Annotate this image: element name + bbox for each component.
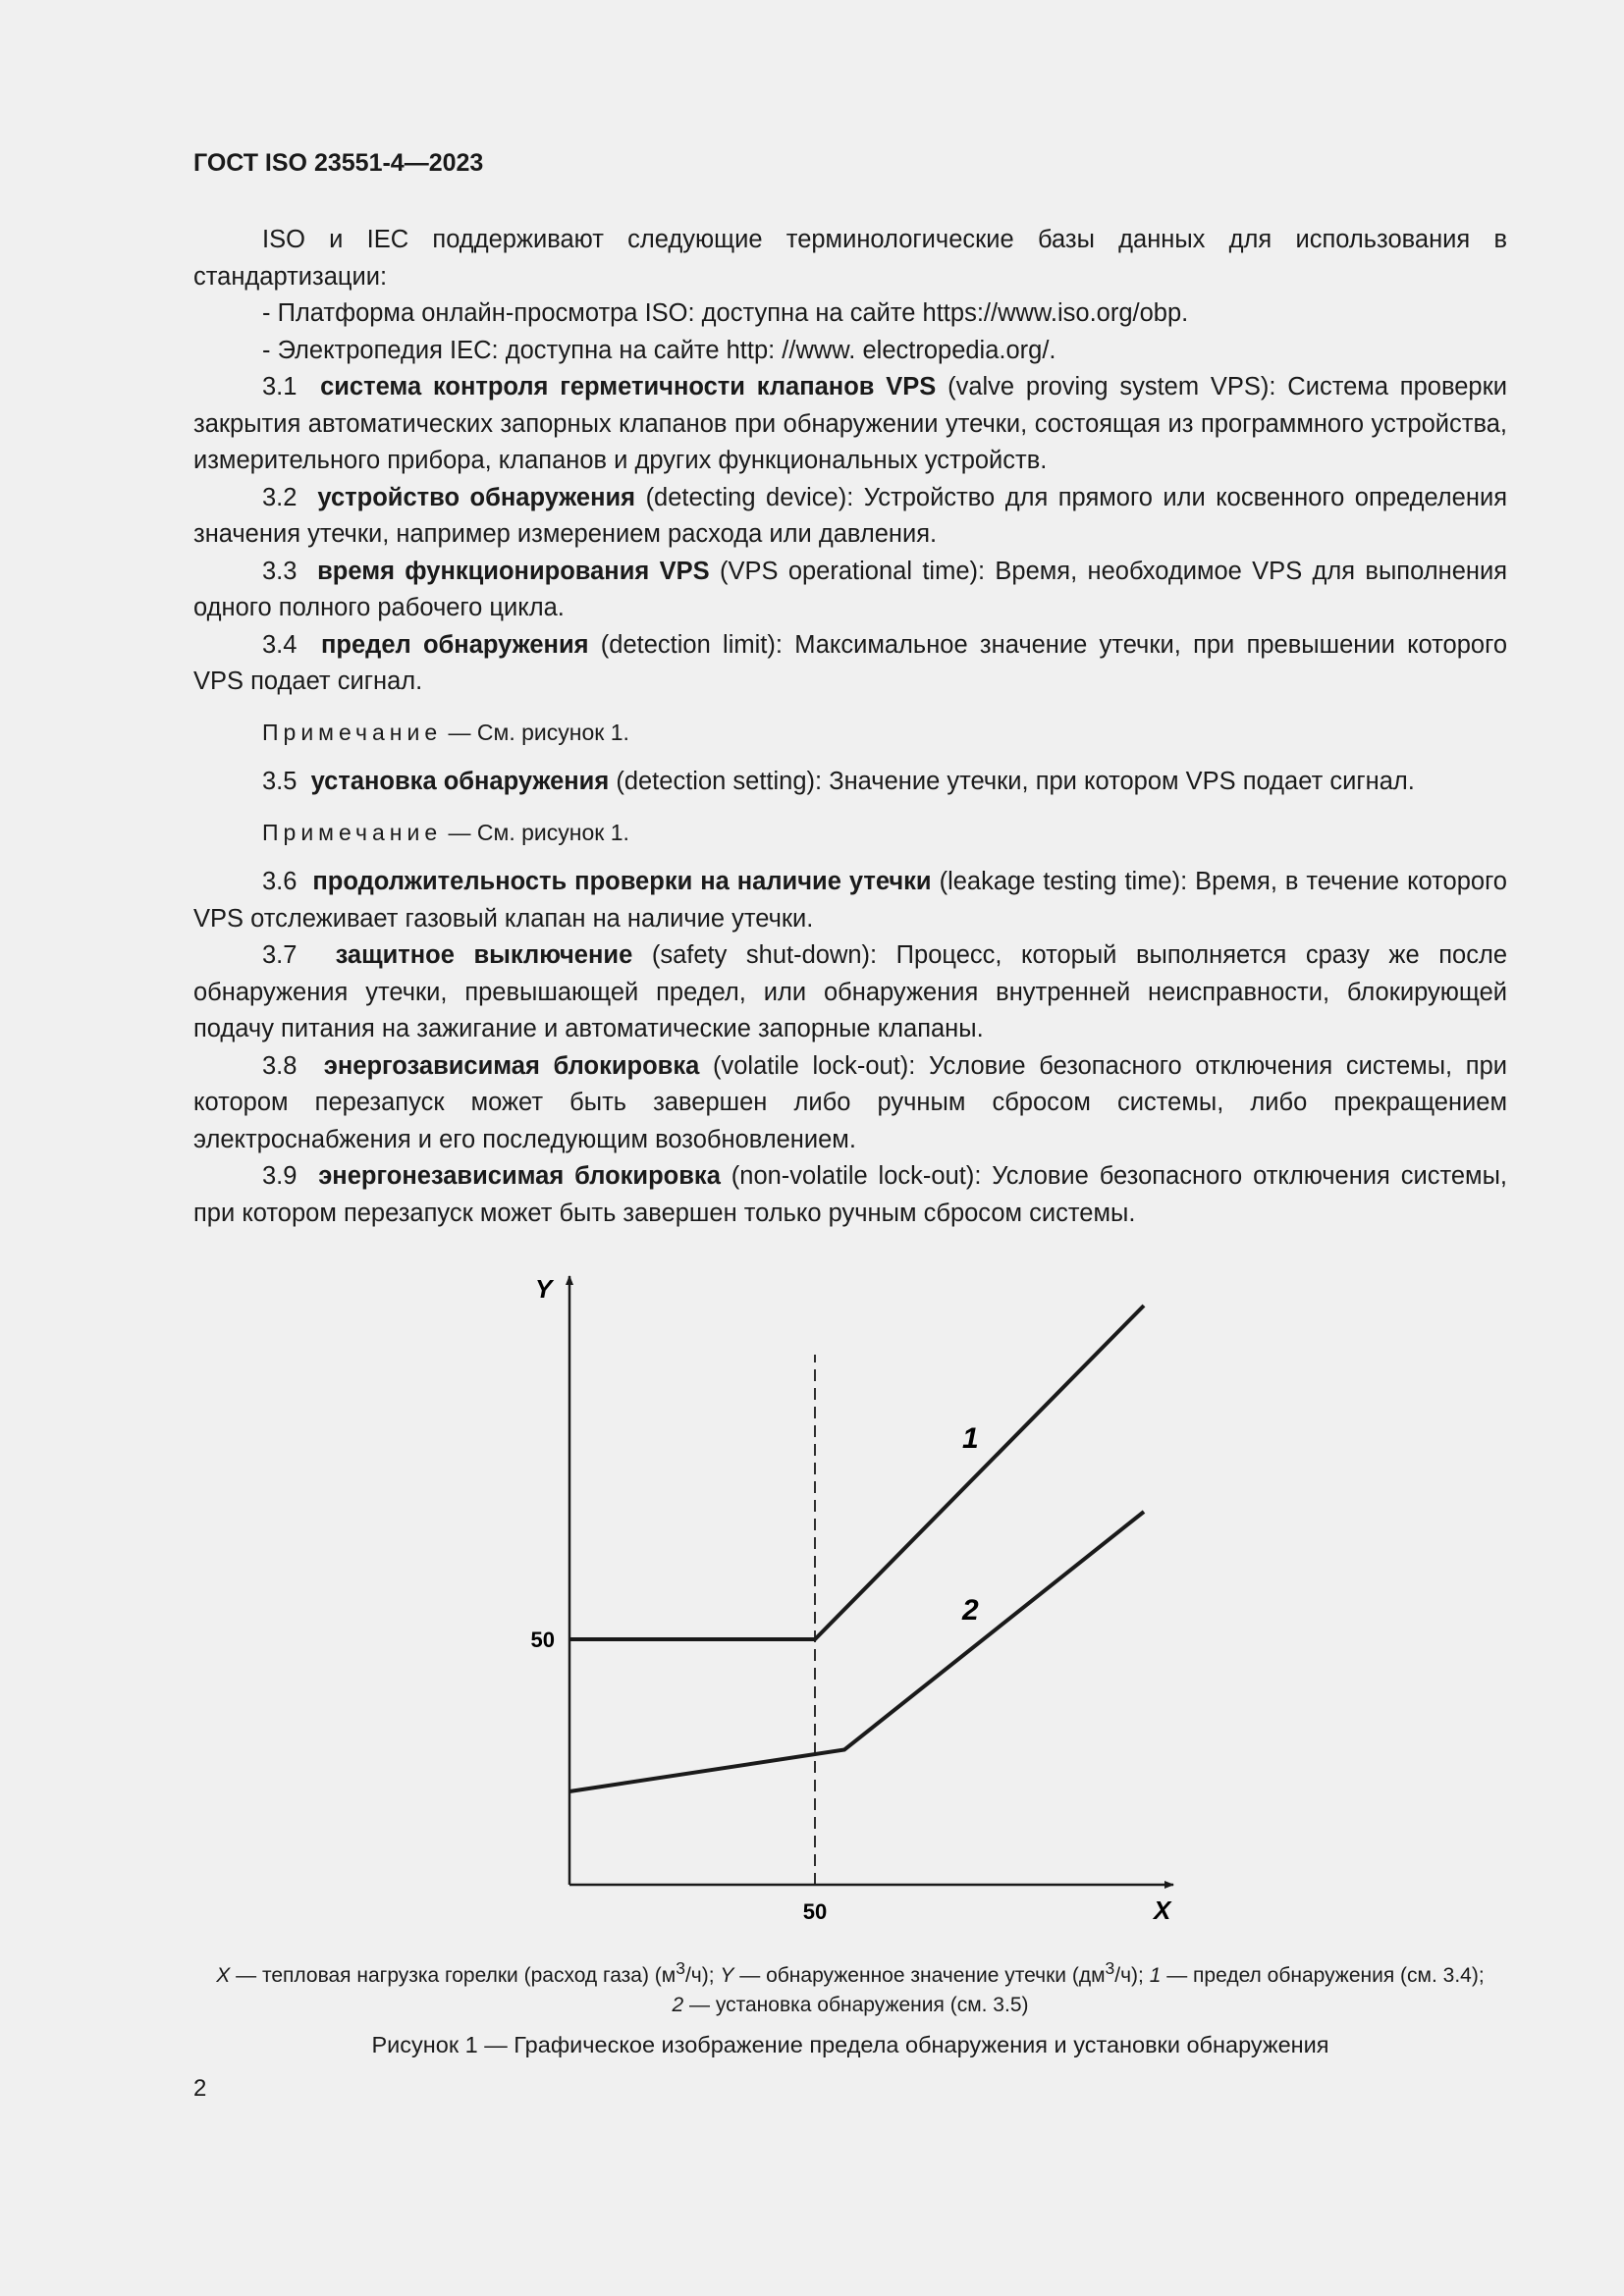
series-label-1: 1 <box>962 1422 979 1455</box>
term-name: продолжительность проверки на наличие утечки <box>312 868 932 895</box>
term-name: установка обнаружения <box>310 768 610 795</box>
page-number: 2 <box>193 2075 207 2102</box>
bullet-iso: - Платформа онлайн-просмотра ISO: доступна на сайте https://www.iso.org/obp. <box>262 299 1189 327</box>
term-definition: (VPS operational time): Время, необходимое VPS для выполнения одного полного рабочего цикла. <box>193 557 1508 621</box>
term-definition: (detection limit): Максимальное значение утечки, при превышении которого VPS подает сигнал. <box>193 630 1508 695</box>
term-definition: (volatile lock-out): Условие безопасного отключения системы, при котором перезапуск может быть завершен либо ручным сбросом системы, либо прекращением электроснабжения и его последующим возобновлением. <box>193 1051 1507 1153</box>
document-header: ГОСТ ISO 23551-4—2023 <box>193 149 484 177</box>
legend-sup: 3 <box>1105 1958 1115 1978</box>
legend-series-2-symbol: 2 <box>672 1994 684 2016</box>
figure-chart <box>491 1266 1198 1934</box>
term-number: 3.8 <box>262 1051 298 1080</box>
term-3-5 <box>193 764 1507 801</box>
term-name: предел обнаружения <box>320 630 589 659</box>
term-definition: (detecting device): Устройство для прямого или косвенного определения значения утечки, например измерением расхода или давления. <box>193 483 1507 548</box>
term-number: 3.3 <box>262 557 298 585</box>
note-3-4 <box>193 715 1507 752</box>
note-label: Примечание <box>262 719 443 745</box>
x-tick-label: 50 <box>802 1899 828 1924</box>
term-name: энергонезависимая блокировка <box>318 1162 721 1190</box>
term-number: 3.2 <box>262 483 298 511</box>
term-3-6 <box>193 864 1507 937</box>
term-3-8 <box>193 1048 1507 1159</box>
term-3-2 <box>193 480 1507 554</box>
legend-y-text: — обнаруженное значение утечки (дм <box>733 1964 1106 1987</box>
intro-paragraph: ISO и IEC поддерживают следующие терминологические базы данных для использования в стандартизации: <box>193 226 1507 291</box>
term-3-7 <box>193 937 1507 1048</box>
term-3-3 <box>193 554 1507 627</box>
term-3-1 <box>193 369 1507 480</box>
legend-y-symbol: Y <box>720 1964 734 1987</box>
term-name: защитное выключение <box>335 941 633 969</box>
note-label: Примечание <box>262 819 443 845</box>
legend-x-symbol: X <box>216 1964 231 1987</box>
document-body <box>193 222 1507 1232</box>
note-3-5 <box>193 815 1507 852</box>
series-line-2 <box>569 1512 1144 1791</box>
legend-series-1-text: — предел обнаружения (см. 3.4); <box>1161 1964 1485 1987</box>
term-name: устройство обнаружения <box>317 483 636 511</box>
series-line-1 <box>569 1306 1144 1639</box>
term-definition: (non-volatile lock-out): Условие безопасного отключения системы, при котором перезапуск может быть завершен только ручным сбросом системы. <box>193 1162 1508 1227</box>
term-name: энергозависимая блокировка <box>323 1051 700 1080</box>
bullet-iec: - Электропедия IEC: доступна на сайте http: //www. electropedia.org/. <box>262 336 1056 364</box>
figure-legend <box>193 1953 1507 2020</box>
term-definition: (safety shut-down): Процесс, который выполняется сразу же после обнаружения утечки, превышающей предел, или обнаружения внутренней неисправности, блокирующей подачу питания на зажигание и автоматические запорные клапаны. <box>193 941 1508 1042</box>
term-number: 3.9 <box>262 1162 298 1190</box>
term-name: время функционирования VPS <box>317 557 710 585</box>
term-number: 3.6 <box>262 868 298 895</box>
legend-y-unit: /ч); <box>1114 1964 1150 1987</box>
legend-x-unit: /ч); <box>684 1964 721 1987</box>
term-number: 3.7 <box>262 941 298 969</box>
term-3-4 <box>193 627 1507 701</box>
y-axis-label: Y <box>535 1274 553 1304</box>
term-name: система контроля герметичности клапанов VPS <box>320 373 937 400</box>
term-definition: (detection setting): Значение утечки, при котором VPS подает сигнал. <box>616 768 1415 795</box>
y-tick-label: 50 <box>530 1628 555 1652</box>
note-text: — См. рисунок 1. <box>448 819 629 845</box>
note-text: — См. рисунок 1. <box>448 719 629 745</box>
legend-x-text: — тепловая нагрузка горелки (расход газа) (м <box>230 1964 677 1987</box>
term-number: 3.4 <box>262 630 298 659</box>
legend-sup: 3 <box>676 1958 685 1978</box>
term-definition: (leakage testing time): Время, в течение которого VPS отслеживает газовый клапан на наличие утечки. <box>193 868 1507 933</box>
figure-caption: Рисунок 1 — Графическое изображение предела обнаружения и установки обнаружения <box>371 2032 1329 2057</box>
legend-series-2-text: — установка обнаружения (см. 3.5) <box>683 1994 1029 2016</box>
term-number: 3.5 <box>262 768 298 795</box>
term-number: 3.1 <box>262 373 298 400</box>
term-definition: (valve proving system VPS): Система проверки закрытия автоматических запорных клапанов при обнаружении утечки, состоящая из программного устройства, измерительного прибора, клапанов и других функциональных устройств. <box>193 373 1508 474</box>
legend-series-1-symbol: 1 <box>1149 1964 1162 1987</box>
term-3-9 <box>193 1158 1507 1232</box>
x-axis-label: X <box>1154 1896 1171 1925</box>
series-label-2: 2 <box>962 1594 979 1627</box>
chart-svg <box>491 1266 1198 1934</box>
